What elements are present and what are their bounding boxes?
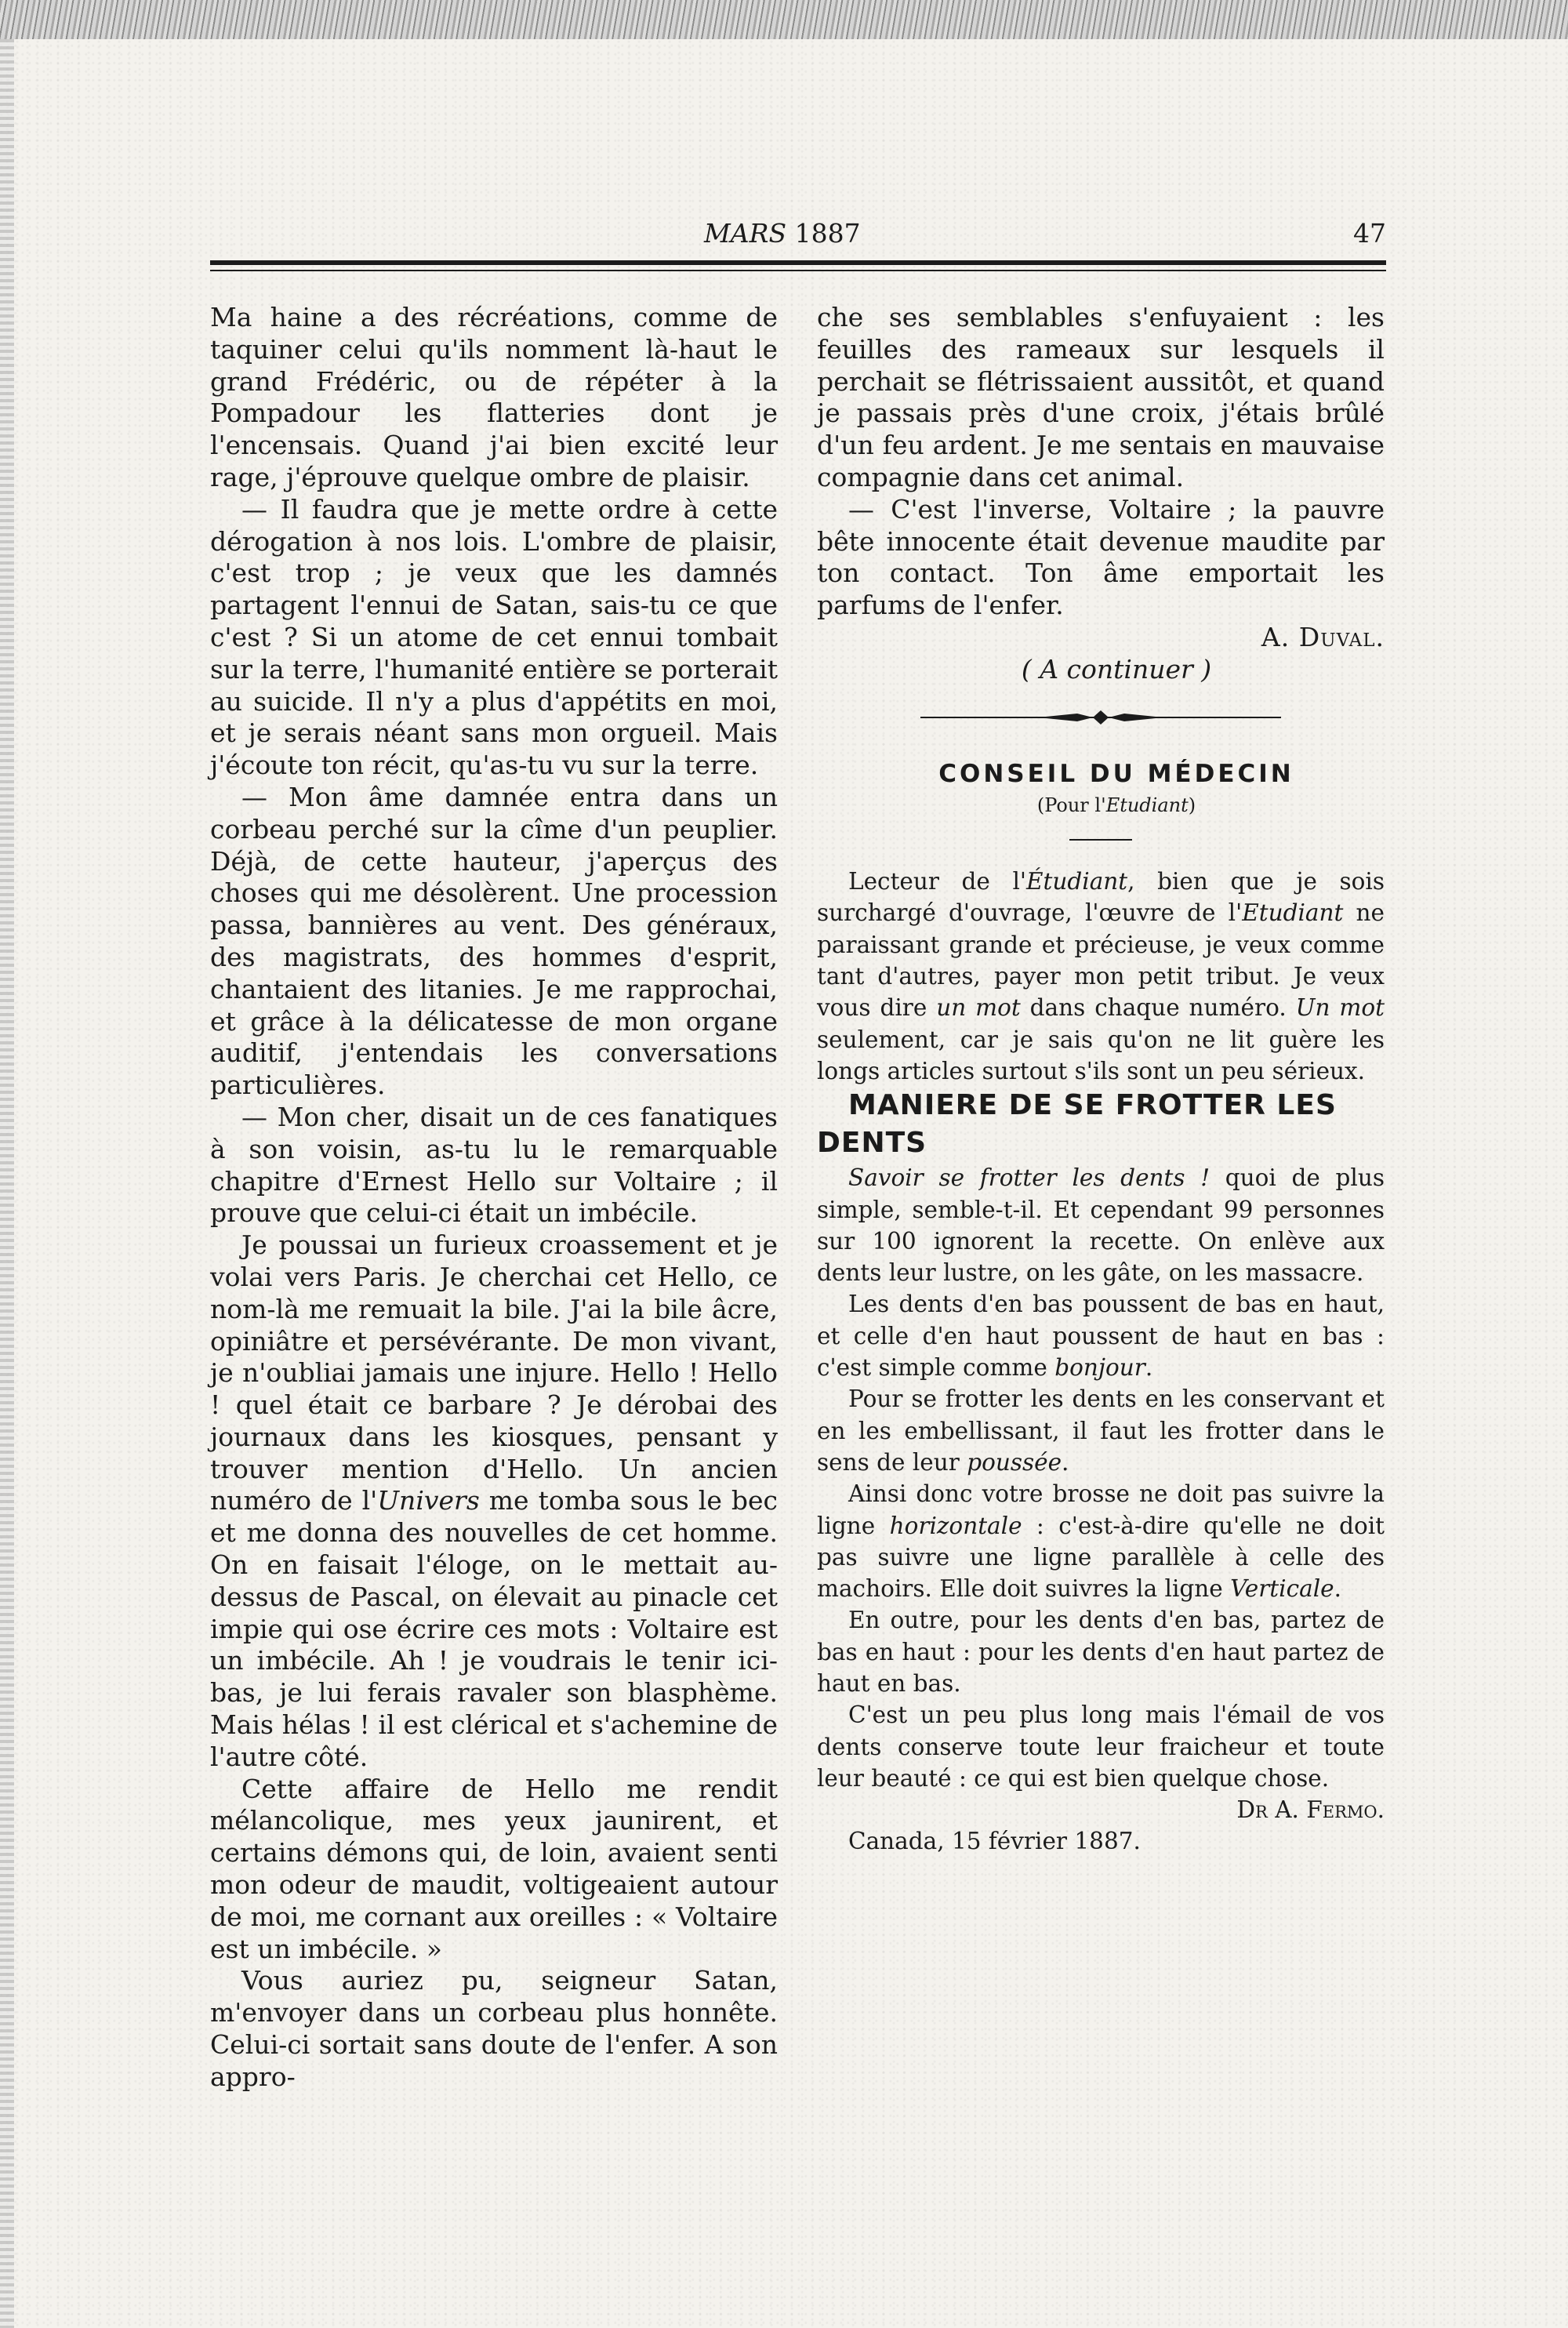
subtitle-prefix: (Pour l': [1036, 794, 1106, 817]
article-paragraph: [817, 1478, 1385, 1604]
text-run: me tomba sous le bec et me donna des nouvelles de cet homme. On en faisait l'éloge, on le mettait au-dessus de Pascal, on élevait au pinacle cet impie qui ose écrire ces mots : Voltaire est un imbécile. Ah ! je voudrais le tenir ici-bas, je lui ferais ravaler son blasphème. Mais hélas ! il est clérical et s'achemine de l'autre côté.: [210, 1485, 778, 1772]
paragraph: — Mon cher, disait un de ces fanatiques à son voisin, as-tu lu le remarquable chapitre d'Ernest Hello sur Voltaire ; il prouve que celui-ci était un imbécile.: [210, 1101, 778, 1229]
text-run: Ainsi donc votre brosse ne doit pas suivre la ligne: [817, 1480, 1385, 1539]
paragraph: — C'est l'inverse, Voltaire ; la pauvre bête innocente était devenue maudite par ton contact. Ton âme emportait les parfums de l'enfer.: [817, 493, 1385, 621]
paragraph: — Il faudra que je mette ordre à cette dérogation à nos lois. L'ombre de plaisir, c'est trop ; je veux que les damnés partagent l'ennui de Satan, sais-tu ce que c'est ? Si un atome de cet ennui tombait sur la terre, l'humanité entière se porterait au suicide. Il n'y a plus d'appétits en moi, et je serais néant sans mon orgueil. Mais j'écoute ton récit, qu'as-tu vu sur la terre.: [210, 493, 778, 781]
scan-left-edge: [0, 39, 14, 2328]
paragraph: Ma haine a des récréations, comme de taquiner celui qu'ils nomment là-haut le grand Frédéric, ou de répéter à la Pompadour les flatteries dont je l'encensais. Quand j'ai bien excité leur rage, j'éprouve quelque ombre de plaisir.: [210, 302, 778, 492]
journal-title: Etudiant: [1242, 899, 1344, 927]
header-rule-thick: [210, 260, 1386, 265]
paragraph: [210, 1229, 778, 1774]
paragraph: Cette affaire de Hello me rendit mélancolique, mes yeux jaunirent, et certains démons qui, de loin, avaient senti mon odeur de maudit, voltigeaient autour de moi, me cornant aux oreilles : « Voltaire est un imbécile. »: [210, 1773, 778, 1964]
author-signature: A. Duval.: [1261, 621, 1385, 652]
paragraph: Vous auriez pu, seigneur Satan, m'envoyer dans un corbeau plus honnête. Celui-ci sortait sans doute de l'enfer. A son appro-: [210, 1965, 778, 2092]
right-column: [817, 302, 1385, 1858]
subtitle-suffix: ): [1188, 794, 1196, 817]
left-column: [210, 302, 778, 2094]
text-run: quoi de plus simple, semble-t-il. Et cependant 99 personnes sur 100 ignorent la recette. On enlève aux dents leur lustre, on les gâte, on les massacre.: [817, 1164, 1385, 1287]
header-year: 1887: [794, 218, 861, 249]
article-signature: Dr A. Fermo.: [1236, 1796, 1385, 1824]
text-run: dans chaque numéro.: [1020, 994, 1296, 1022]
to-be-continued: ( A continuer ): [1021, 653, 1212, 685]
scan-top-border: [0, 0, 1568, 39]
text-run: Je poussai un furieux croassement et je volai vers Paris. Je cherchai cet Hello, ce nom-là me remuait la bile. J'ai la bile âcre, opiniâtre et persévérante. De mon vivant, je n'oubliai jamais une injure. Hello ! Hello ! quel était ce barbare ? Je dérobai des journaux dans les kiosques, pensant y trouver mention d'Hello. Un ancien numéro de l': [210, 1229, 778, 1516]
running-head: [210, 218, 1386, 252]
emphasis: horizontale: [889, 1512, 1022, 1539]
text-run: Pour se frotter les dents en les conservant et en les embellissant, il faut les frotter dans le sens de leur: [817, 1386, 1385, 1476]
emphasis: bonjour: [1054, 1354, 1145, 1382]
emphasis: Verticale: [1230, 1575, 1334, 1603]
short-rule: [1069, 839, 1132, 841]
intro-paragraph: [817, 866, 1385, 1087]
text-run: ne paraissant grande et précieuse, je veux comme tant d'autres, payer mon petit tribut. Je veux vous dire: [817, 899, 1385, 1022]
emphasis: Savoir se frotter les dents !: [848, 1164, 1210, 1192]
journal-title: Étudiant: [1026, 868, 1128, 895]
article-paragraph: [817, 1383, 1385, 1478]
text-run: , bien que je sois surchargé d'ouvrage, l'œuvre de l': [817, 868, 1385, 927]
text-run: seulement, car je sais qu'on ne lit guère les longs articles surtout s'ils sont un peu sérieux.: [817, 1026, 1385, 1084]
section-subtitle: [817, 790, 1385, 822]
dateline: Canada, 15 février 1887.: [848, 1828, 1141, 1855]
header-rule-thin: [210, 270, 1386, 271]
paragraph: che ses semblables s'enfuyaient : les feuilles des rameaux sur lesquels il perchait se flétrissaient aussitôt, et quand je passais près d'une croix, j'étais brûlé d'un feu ardent. Je me sentais en mauvaise compagnie dans cet animal.: [817, 302, 1385, 492]
text-run: .: [1062, 1448, 1069, 1476]
article-paragraph: En outre, pour les dents d'en bas, partez de bas en haut : pour les dents d'en haut partez de haut en bas.: [817, 1607, 1385, 1697]
header-date: [704, 218, 861, 249]
text-run: : c'est-à-dire qu'elle ne doit pas suivre une ligne parallèle à celle des machoirs. Elle doit suivres la ligne: [817, 1512, 1385, 1603]
header-month: MARS: [704, 218, 787, 249]
section-title: CONSEIL DU MÉDECIN: [938, 759, 1294, 788]
text-run: Les dents d'en bas poussent de bas en haut, et celle d'en haut poussent de haut en bas : c'est simple comme: [817, 1291, 1385, 1382]
article-paragraph: [817, 1162, 1385, 1288]
journal-title: Univers: [377, 1485, 480, 1516]
article-paragraph: C'est un peu plus long mais l'émail de vos dents conserve toute leur fraicheur et toute leur beauté : ce qui est bien quelque chose.: [817, 1702, 1385, 1792]
article-heading: MANIERE DE SE FROTTER LES DENTS: [817, 1089, 1337, 1160]
article-paragraph: [817, 1288, 1385, 1383]
text-run: .: [1145, 1354, 1153, 1382]
page-number: 47: [1353, 218, 1386, 249]
subtitle-journal: Etudiant: [1105, 794, 1189, 817]
emphasis: un mot: [936, 994, 1021, 1022]
emphasis: Un mot: [1295, 994, 1385, 1022]
text-run: Lecteur de l': [848, 868, 1026, 895]
ornament-divider: [920, 708, 1281, 727]
paragraph: — Mon âme damnée entra dans un corbeau perché sur la cîme d'un peuplier. Déjà, de cette hauteur, j'aperçus des choses qui me désolèrent. Une procession passa, bannières au vent. Des généraux, des magistrats, des hommes d'esprit, chantaient des litanies. Je me rapprochai, et grâce à la délicatesse de mon organe auditif, j'entendais les conversations particulières.: [210, 781, 778, 1101]
emphasis: poussée: [967, 1448, 1062, 1476]
text-run: .: [1334, 1575, 1341, 1603]
